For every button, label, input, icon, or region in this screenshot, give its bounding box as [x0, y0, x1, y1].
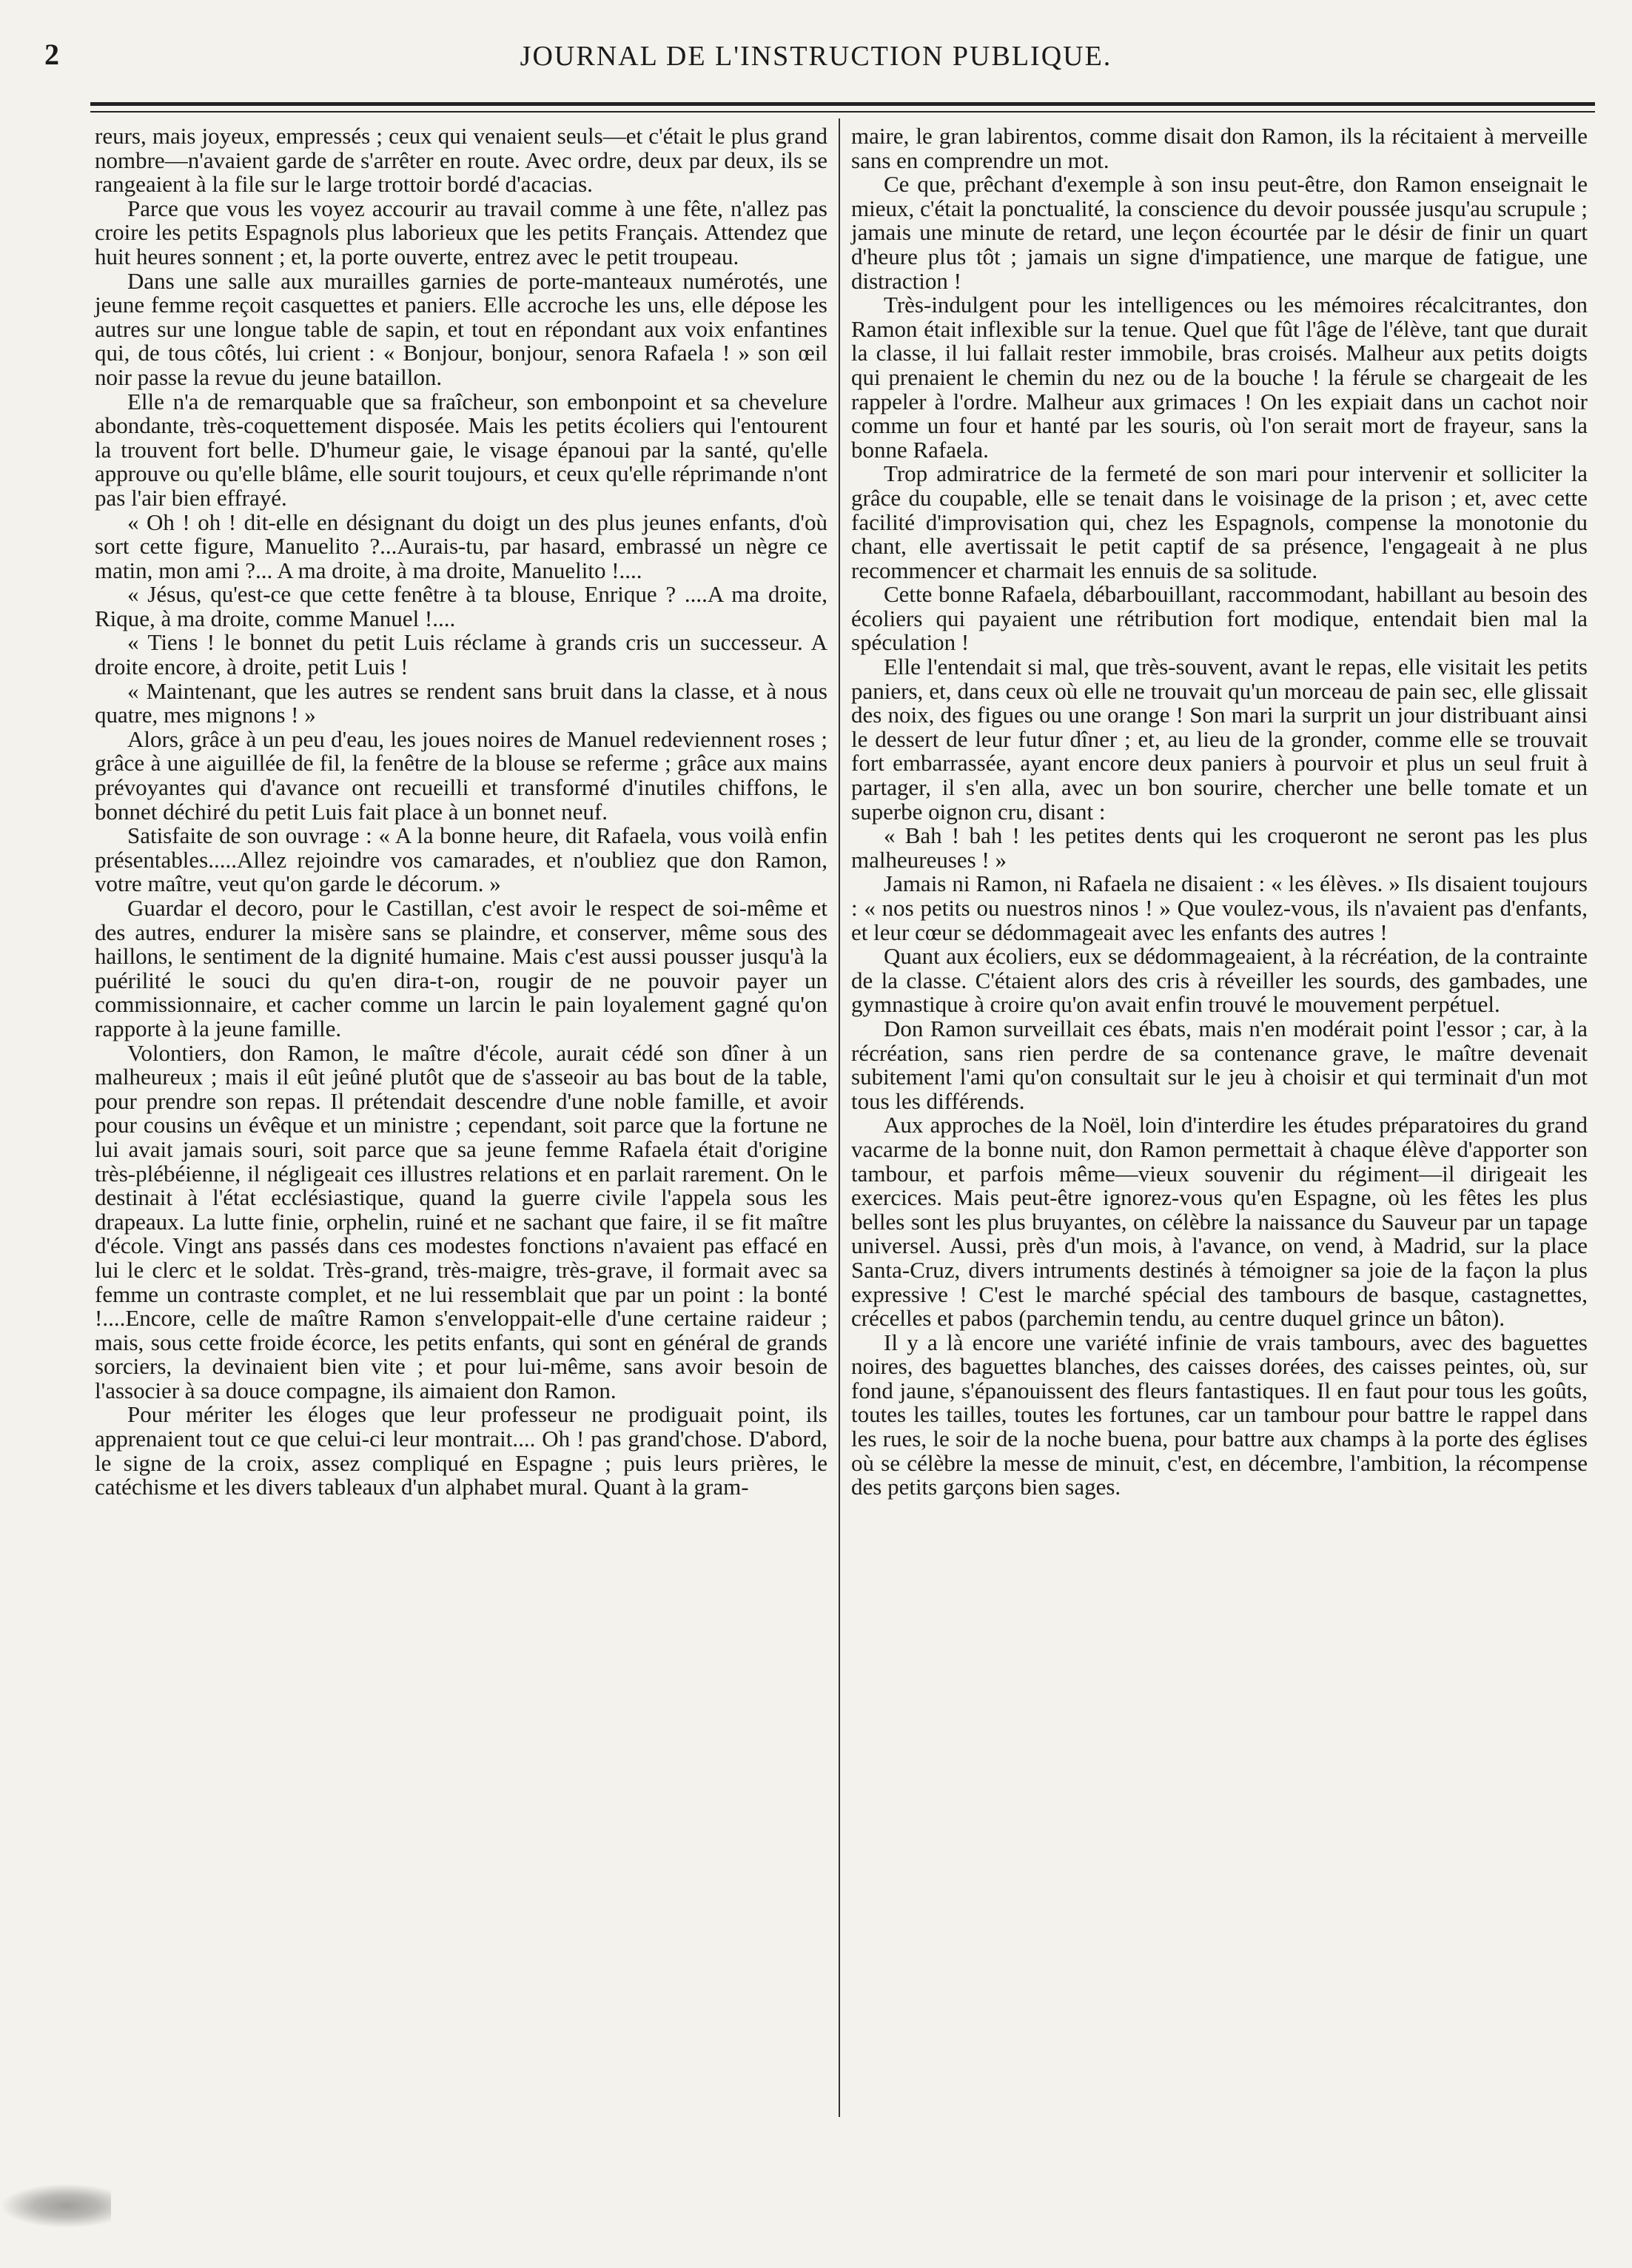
paragraph: Alors, grâce à un peu d'eau, les joues noires de Manuel redeviennent roses ; grâce à une aiguillée de fil, la fenêtre de la blouse se referme ; grâce aux mains prévoyantes qui d'avance ont recueilli et transformé d'inutiles chiffons, le bonnet déchiré du petit Luis fait place à un bonnet neuf. — [95, 725, 827, 825]
paragraph: Aux approches de la Noël, loin d'interdire les études préparatoires du grand vacarme de la bonne nuit, don Ramon permettait à chaque élève d'apporter son tambour, et parfois même—vieux souvenir du régiment—il dirigeait les exercices. Mais peut-être ignorez-vous qu'en Espagne, où les fêtes les plus belles sont les plus bruyantes, on célèbre la naissance du Sauveur par un tapage universel. Aussi, près d'un mois, à l'avance, on vend, à Madrid, sur la place Santa-Cruz, divers intruments destinés à témoigner sa joie de la façon la plus expressive ! C'est le marché spécial des tambours de basque, castagnettes, crécelles et pabos (parchemin tendu, au centre duquel grince un bâton). — [851, 1112, 1588, 1332]
page-number: 2 — [44, 38, 59, 71]
paragraph: reurs, mais joyeux, empressés ; ceux qui venaient seuls—et c'était le plus grand nombre—n'avaient garde de s'arrêter en route. Avec ordre, deux par deux, ils se rangeaient à la file sur le large trottoir bordé d'acacias. — [95, 123, 827, 198]
right-column — [851, 124, 1588, 1500]
ink-smudge — [0, 2184, 111, 2228]
paragraph: Elle n'a de remarquable que sa fraîcheur, son embonpoint et sa chevelure abondante, très-coquettement disposée. Mais les petits écoliers qui l'entourent la trouvent fort belle. D'humeur gaie, le visage épanoui par la santé, qu'elle approuve ou qu'elle blâme, elle sourit toujours, et ceux qu'elle réprimande n'ont pas l'air bien effrayé. — [95, 388, 827, 511]
left-column — [95, 124, 827, 1500]
paragraph: Cette bonne Rafaela, débarbouillant, raccommodant, habillant au besoin des écoliers qui payaient une rétribution fort modique, entendait bien mal la spéculation ! — [851, 581, 1588, 656]
paragraph: Elle l'entendait si mal, que très-souvent, avant le repas, elle visitait les petits paniers, et, dans ceux où elle ne trouvait qu'un morceau de pain sec, elle glissait des noix, des figues ou une orange ! Son mari la surprit un jour distribuant ainsi le dessert de leur futur dîner ; et, au lieu de la gronder, comme elle se trouvait fort embarrassée, ayant encore deux paniers à pourvoir et plus un seul fruit à partager, il s'en alla, avec un bon sourire, chercher une belle tomate et un superbe oignon cru, disant : — [851, 654, 1588, 825]
page-header — [44, 37, 1588, 81]
header-rule-thin — [90, 111, 1595, 113]
paragraph: Jamais ni Ramon, ni Rafaela ne disaient : « les élèves. » Ils disaient toujours : « nos petits ou nuestros ninos ! » Que voulez-vous, ils n'avaient pas d'enfants, et leur cœur se dédommageait avec les enfants des autres ! — [851, 870, 1588, 945]
paragraph: « Oh ! oh ! dit-elle en désignant du doigt un des plus jeunes enfants, d'où sort cette figure, Manuelito ?...Aurais-tu, par hasard, embrassé un nègre ce matin, mon ami ?... A ma droite, à ma droite, Manuelito !.... — [95, 509, 827, 583]
header-rule-thick — [90, 102, 1595, 106]
paragraph: maire, le gran labirentos, comme disait don Ramon, ils la récitaient à merveille sans en comprendre un mot. — [851, 123, 1588, 173]
paragraph: « Maintenant, que les autres se rendent sans bruit dans la classe, et à nous quatre, mes mignons ! » — [95, 677, 827, 728]
paragraph: Pour mériter les éloges que leur professeur ne prodiguait point, ils apprenaient tout ce que celui-ci leur montrait.... Oh ! pas grand'chose. D'abord, le signe de la croix, assez compliqué en Espagne ; puis leurs prières, le catéchisme et les divers tableaux d'un alphabet mural. Quant à la gram- — [95, 1401, 827, 1500]
paragraph: Quant aux écoliers, eux se dédommageaient, à la récréation, de la contrainte de la classe. C'étaient alors des cris à réveiller les sourds, des gambades, une gymnastique à croire qu'on avait enfin trouvé le mouvement perpétuel. — [851, 943, 1588, 1018]
paragraph: Ce que, prêchant d'exemple à son insu peut-être, don Ramon enseignait le mieux, c'était la ponctualité, la conscience du devoir poussée jusqu'au scrupule ; jamais une minute de retard, une leçon écourtée par le désir de finir un quart d'heure plus tôt ; jamais un signe d'impatience, une marque de fatigue, une distraction ! — [851, 171, 1588, 294]
column-divider — [839, 118, 840, 2117]
paragraph: Très-indulgent pour les intelligences ou les mémoires récalcitrantes, don Ramon était inflexible sur la tenue. Quel que fût l'âge de l'élève, tant que durait la classe, il lui fallait rester immobile, bras croisés. Malheur aux petits doigts qui prenaient le chemin du nez ou de la bouche ! la férule se chargeait de les rappeler à l'ordre. Malheur aux grimaces ! On les expiait dans un cachot noir comme un four et hanté par les souris, où l'on serait mort de frayeur, sans la bonne Rafaela. — [851, 292, 1588, 463]
paragraph: Dans une salle aux murailles garnies de porte-manteaux numérotés, une jeune femme reçoit casquettes et paniers. Elle accroche les uns, elle dépose les autres sur une longue table de sapin, et tout en répondant aux voix enfantines qui, de tous côtés, lui crient : « Bonjour, bonjour, senora Rafaela ! » son œil noir passe la revue du jeune bataillon. — [95, 267, 827, 390]
paragraph: Satisfaite de son ouvrage : « A la bonne heure, dit Rafaela, vous voilà enfin présentables.....Allez rejoindre vos camarades, et n'oubliez que don Ramon, votre maître, veut qu'on garde le décorum. » — [95, 822, 827, 897]
paragraph: Volontiers, don Ramon, le maître d'école, aurait cédé son dîner à un malheureux ; mais il eût jeûné plutôt que de s'asseoir au bas bout de la table, pour prendre son repas. Il prétendait descendre d'une noble famille, et avoir pour cousins un évêque et un ministre ; cependant, soit parce que la fortune ne lui avait jamais souri, soit parce que sa jeune femme Rafaela était d'origine très-plébéienne, il négligeait ces illustres relations et en parlait rarement. On le destinait à l'état ecclésiastique, quand la guerre civile l'appela sous les drapeaux. La lutte finie, orphelin, ruiné et ne sachant que faire, il se fit maître d'école. Vingt ans passés dans ces modestes fonctions n'avaient pas effacé en lui le clerc et le soldat. Très-grand, très-maigre, très-grave, il formait avec sa femme un contraste complet, et ne lui ressemblait que par un point : la bonté !....Encore, celle de maître Ramon s'enveloppait-elle d'une certaine raideur ; mais, sous cette froide écorce, les petits enfants, qui sont en général de grands sorciers, la devinaient bien vite ; et pour lui-même, sans avoir besoin de l'associer à sa douce compagne, ils aimaient don Ramon. — [95, 1039, 827, 1403]
paragraph: « Bah ! bah ! les petites dents qui les croqueront ne seront pas les plus malheureuses ! » — [851, 822, 1588, 873]
paragraph: « Tiens ! le bonnet du petit Luis réclame à grands cris un successeur. A droite encore, à droite, petit Luis ! — [95, 629, 827, 680]
paragraph: Trop admiratrice de la fermeté de son mari pour intervenir et solliciter la grâce du coupable, elle se tenait dans le voisinage de la prison ; et, avec cette facilité d'improvisation qui, chez les Espagnols, compense la monotonie du chant, elle avertissait le petit captif de sa présence, l'engageait à ne plus recommencer et charmait les ennuis de sa solitude. — [851, 460, 1588, 583]
paragraph: « Jésus, qu'est-ce que cette fenêtre à ta blouse, Enrique ? ....A ma droite, Rique, à ma droite, comme Manuel !.... — [95, 581, 827, 631]
paragraph: Don Ramon surveillait ces ébats, mais n'en modérait point l'essor ; car, à la récréation, sans rien perdre de sa contenance grave, le maître devenait subitement l'ami qu'on consultait sur le jeu à choisir et qui terminait d'un mot tous les différends. — [851, 1015, 1588, 1114]
paragraph: Parce que vous les voyez accourir au travail comme à une fête, n'allez pas croire les petits Espagnols plus laborieux que les petits Français. Attendez que huit heures sonnent ; et, la porte ouverte, entrez avec le petit troupeau. — [95, 195, 827, 269]
journal-title: JOURNAL DE L'INSTRUCTION PUBLIQUE. — [520, 41, 1112, 72]
paragraph: Il y a là encore une variété infinie de vrais tambours, avec des baguettes noires, des baguettes blanches, des caisses dorées, des caisses peintes, où, sur fond jaune, s'épanouissent des fleurs fantastiques. Il en faut pour tous les goûts, toutes les tailles, toutes les fortunes, car un tambour pour battre le rappel dans les rues, le soir de la noche buena, pour battre aux champs à la porte des églises où se célèbre la messe de minuit, c'est, en décembre, l'ambition, la récompense des petits garçons bien sages. — [851, 1329, 1588, 1500]
paragraph: Guardar el decoro, pour le Castillan, c'est avoir le respect de soi-même et des autres, endurer la misère sans se plaindre, et conserver, même sous des haillons, le sentiment de la dignité humaine. Mais c'est aussi pousser jusqu'à la puérilité le souci du qu'en dira-t-on, rougir de ne pouvoir payer un commissionnaire, et cacher comme un larcin le pain loyalement gagné qu'on rapporte à la jeune famille. — [95, 895, 827, 1041]
